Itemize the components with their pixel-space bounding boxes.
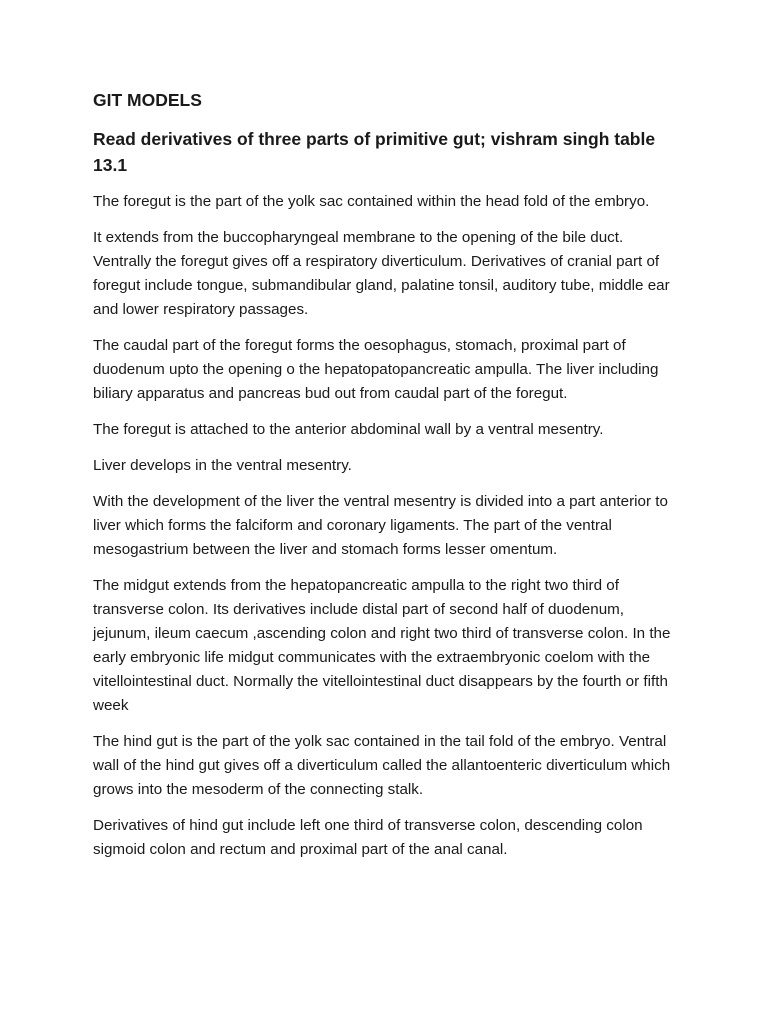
document-subtitle: Read derivatives of three parts of primitive gut; vishram singh table 13.1 (93, 129, 656, 175)
paragraph-ventral-mesentry: The foregut is attached to the anterior abdominal wall by a ventral mesentry. (93, 421, 604, 438)
paragraph-foregut-definition: The foregut is the part of the yolk sac contained within the head fold of the embryo. (93, 193, 650, 210)
paragraph-midgut: The midgut extends from the hepatopancreatic ampulla to the right two third of transverse colon. Its derivatives include distal part of second half of duodenum, jejunum, ileum caecum ,ascending colon and right two third of transverse colon. In the early embryonic life midgut communicates with the extraembryonic coelom with the vitellointestinal duct. Normally the vitellointestinal duct disappears by the fourth or fifth week (93, 577, 671, 714)
paragraph-caudal-foregut: The caudal part of the foregut forms the oesophagus, stomach, proximal part of duodenum upto the opening o the hepatopatopancreatic ampulla. The liver including biliary apparatus and pancreas bud out from caudal part of the foregut. (93, 337, 659, 402)
paragraph-hindgut-derivatives: Derivatives of hind gut include left one third of transverse colon, descending colon sigmoid colon and rectum and proximal part of the anal canal. (93, 817, 643, 858)
paragraph-liver-development: Liver develops in the ventral mesentry. (93, 457, 352, 474)
paragraph-mesentry-division: With the development of the liver the ventral mesentry is divided into a part anterior to liver which forms the falciform and coronary ligaments. The part of the ventral mesogastrium between the liver and stomach forms lesser omentum. (93, 493, 668, 558)
paragraph-foregut-extent: It extends from the buccopharyngeal membrane to the opening of the bile duct. Ventrally the foregut gives off a respiratory diverticulum. Derivatives of cranial part of foregut include tongue, submandibular gland, palatine tonsil, auditory tube, middle ear and lower respiratory passages. (93, 229, 670, 318)
document-title: GIT MODELS (93, 90, 202, 110)
document-page (93, 88, 683, 874)
paragraph-hindgut: The hind gut is the part of the yolk sac contained in the tail fold of the embryo. Ventral wall of the hind gut gives off a diverticulum called the allantoenteric diverticulum which grows into the mesoderm of the connecting stalk. (93, 733, 671, 798)
